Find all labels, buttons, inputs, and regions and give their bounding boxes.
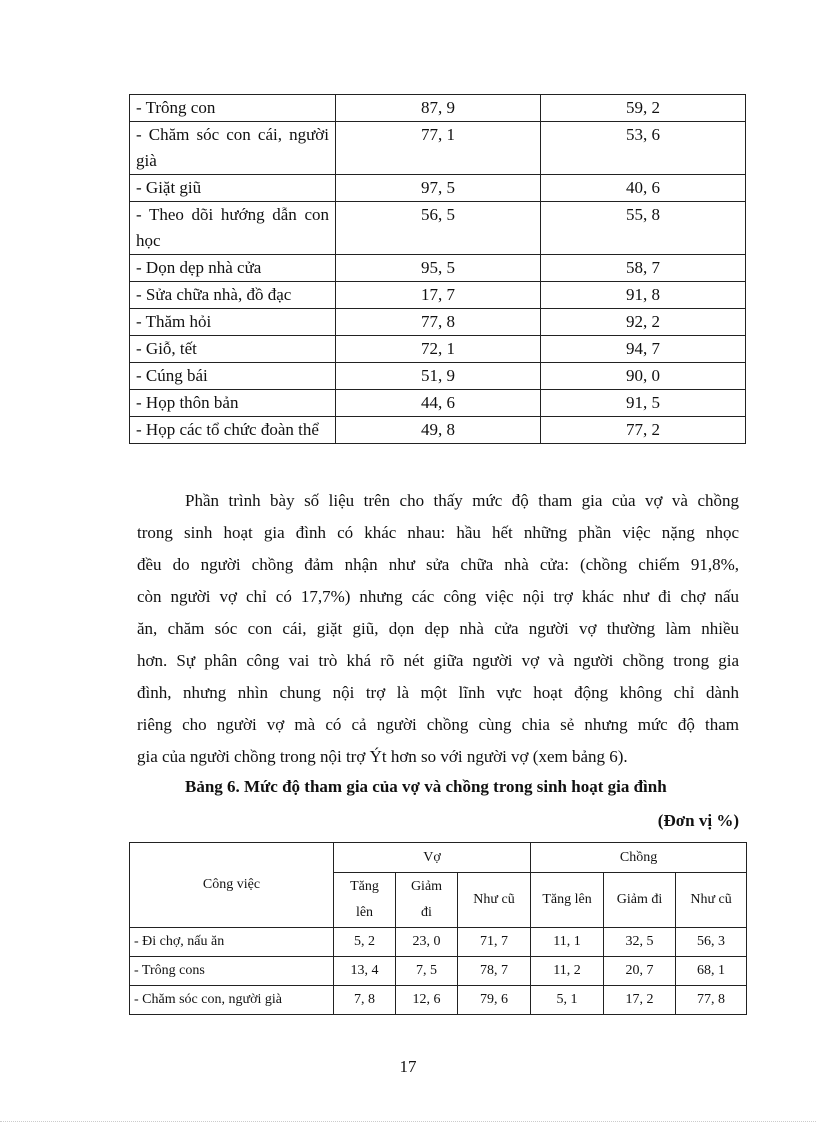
header-wife-decrease-text: Giảm đi <box>410 879 443 920</box>
paragraph-line: hơn. Sự phân công vai trò khá rõ nét giữa người vợ và người chồng trong gia <box>137 651 739 670</box>
paragraph-line: đều do người chồng đảm nhận như sửa chữa nhà cửa: (chồng chiếm 91,8%, <box>137 555 739 574</box>
table-row <box>130 309 746 336</box>
value-wife: 49, 8 <box>336 417 541 444</box>
header-wife-same: Như cũ <box>458 873 531 928</box>
cell-value: 79, 6 <box>458 986 531 1015</box>
paragraph-line: Phần trình bày số liệu trên cho thấy mức độ tham gia của vợ và chồng <box>185 491 739 510</box>
header-husband-increase: Tăng lên <box>531 873 604 928</box>
analysis-paragraph <box>137 485 739 773</box>
row-label: - Giặt giũ <box>130 175 336 202</box>
row-label: - Dọn dẹp nhà cửa <box>130 255 336 282</box>
value-wife: 77, 1 <box>336 122 541 175</box>
cell-value: 5, 2 <box>334 928 396 957</box>
table-row <box>130 336 746 363</box>
table-row <box>130 95 746 122</box>
header-wife-increase <box>334 873 396 928</box>
cell-value: 78, 7 <box>458 957 531 986</box>
value-wife: 56, 5 <box>336 202 541 255</box>
table-6-caption: Bảng 6. Mức độ tham gia của vợ và chồng trong sinh hoạt gia đình <box>185 777 667 796</box>
value-wife: 44, 6 <box>336 390 541 417</box>
cell-value: 56, 3 <box>676 928 747 957</box>
value-wife: 51, 9 <box>336 363 541 390</box>
page-number: 17 <box>399 1057 417 1076</box>
row-task: - Chăm sóc con, người già <box>130 986 334 1015</box>
value-husband: 55, 8 <box>541 202 746 255</box>
row-label: - Trông con <box>130 95 336 122</box>
value-wife: 17, 7 <box>336 282 541 309</box>
table-6-unit: (Đơn vị %) <box>657 811 739 830</box>
table-row <box>130 390 746 417</box>
paragraph-line: ăn, chăm sóc con cái, giặt giũ, dọn dẹp nhà cửa người vợ thường làm nhiều <box>137 619 739 638</box>
cell-value: 17, 2 <box>604 986 676 1015</box>
cell-value: 7, 5 <box>396 957 458 986</box>
table-row <box>130 957 747 986</box>
value-wife: 97, 5 <box>336 175 541 202</box>
header-wife-increase-text: Tăng lên <box>350 879 379 920</box>
paragraph-line: riêng cho người vợ mà có cả người chồng cùng chia sẻ nhưng mức độ tham <box>137 715 739 734</box>
value-husband: 53, 6 <box>541 122 746 175</box>
value-wife: 95, 5 <box>336 255 541 282</box>
page-bottom-divider <box>0 1121 816 1122</box>
cell-value: 11, 2 <box>531 957 604 986</box>
row-label: - Họp thôn bản <box>130 390 336 417</box>
cell-value: 20, 7 <box>604 957 676 986</box>
cell-value: 12, 6 <box>396 986 458 1015</box>
value-husband: 91, 5 <box>541 390 746 417</box>
header-husband-same: Như cũ <box>676 873 747 928</box>
row-task: - Đi chợ, nấu ăn <box>130 928 334 957</box>
table-row <box>130 282 746 309</box>
paragraph-line: gia của người chồng trong nội trợ Ýt hơn so với người vợ (xem bảng 6). <box>137 747 628 766</box>
header-wife-decrease <box>396 873 458 928</box>
header-wife: Vợ <box>334 843 531 873</box>
header-husband-decrease: Giảm đi <box>604 873 676 928</box>
row-label: - Sửa chữa nhà, đồ đạc <box>130 282 336 309</box>
cell-value: 71, 7 <box>458 928 531 957</box>
value-husband: 92, 2 <box>541 309 746 336</box>
paragraph-line: đình, nhưng nhìn chung nội trợ là một lĩnh vực hoạt động không chỉ dành <box>137 683 739 702</box>
table-row <box>130 417 746 444</box>
row-label: - Thăm hỏi <box>130 309 336 336</box>
row-task: - Trông cons <box>130 957 334 986</box>
value-husband: 77, 2 <box>541 417 746 444</box>
paragraph-line: còn người vợ chỉ có 17,7%) nhưng các công việc nội trợ khác như đi chợ nấu <box>137 587 739 606</box>
household-participation-table <box>129 94 746 444</box>
table-row <box>130 363 746 390</box>
row-label: - Cúng bái <box>130 363 336 390</box>
value-husband: 59, 2 <box>541 95 746 122</box>
value-husband: 91, 8 <box>541 282 746 309</box>
value-husband: 90, 0 <box>541 363 746 390</box>
row-label: - Theo dõi hướng dẫn con học <box>130 202 336 255</box>
cell-value: 32, 5 <box>604 928 676 957</box>
row-label: - Giỗ, tết <box>130 336 336 363</box>
cell-value: 7, 8 <box>334 986 396 1015</box>
row-label: - Chăm sóc con cái, người già <box>130 122 336 175</box>
table-row <box>130 928 747 957</box>
table-row <box>130 175 746 202</box>
table-row <box>130 202 746 255</box>
value-wife: 77, 8 <box>336 309 541 336</box>
cell-value: 5, 1 <box>531 986 604 1015</box>
value-husband: 40, 6 <box>541 175 746 202</box>
table-row <box>130 122 746 175</box>
cell-value: 13, 4 <box>334 957 396 986</box>
value-husband: 94, 7 <box>541 336 746 363</box>
cell-value: 68, 1 <box>676 957 747 986</box>
header-husband: Chồng <box>531 843 747 873</box>
table-row <box>130 986 747 1015</box>
table-6 <box>129 842 747 1015</box>
value-wife: 87, 9 <box>336 95 541 122</box>
cell-value: 23, 0 <box>396 928 458 957</box>
header-task: Công việc <box>130 843 334 928</box>
cell-value: 77, 8 <box>676 986 747 1015</box>
paragraph-line: trong sinh hoạt gia đình có khác nhau: hầu hết những phần việc nặng nhọc <box>137 523 739 542</box>
value-husband: 58, 7 <box>541 255 746 282</box>
cell-value: 11, 1 <box>531 928 604 957</box>
value-wife: 72, 1 <box>336 336 541 363</box>
table-row <box>130 255 746 282</box>
row-label: - Họp các tổ chức đoàn thể <box>130 417 336 444</box>
